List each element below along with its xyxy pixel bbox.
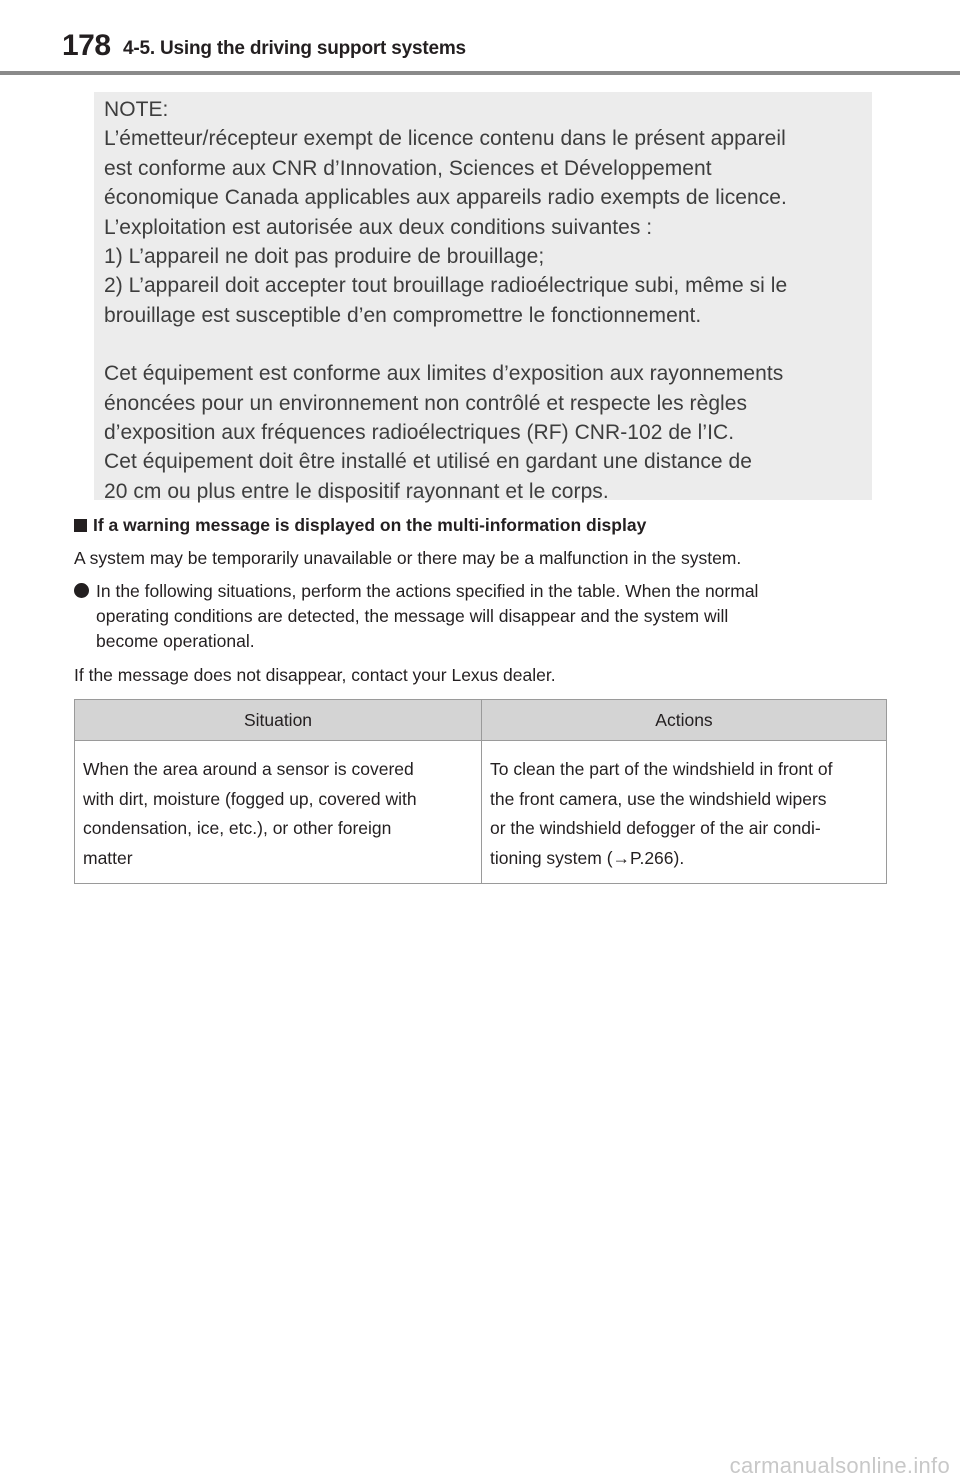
note-line: est conforme aux CNR d’Innovation, Sciences et Développement [104,156,712,180]
bullet-line: become operational. [96,631,255,651]
cell-line: When the area around a sensor is covered [83,759,414,779]
header-actions: Actions [482,700,887,741]
note-line: brouillage est susceptible d’en compromettre le fonctionnement. [104,303,702,327]
square-bullet-icon [74,519,87,532]
closing-paragraph: If the message does not disappear, contact your Lexus dealer. [74,665,556,685]
situation-actions-table [74,699,887,884]
warning-subheading [74,512,646,538]
note-line: 20 cm ou plus entre le dispositif rayonnant et le corps. [104,479,609,503]
page-number: 178 [62,29,111,62]
actions-cell [482,741,887,884]
header-rule [0,71,960,75]
french-note-image [94,92,872,503]
note-line: Cet équipement doit être installé et utilisé en gardant une distance de [104,450,752,474]
bullet-line [74,579,874,604]
page-header [0,0,960,76]
note-line: L’exploitation est autorisée aux deux conditions suivantes : [104,215,653,239]
note-line: 1) L’appareil ne doit pas produire de brouillage; [104,245,545,269]
note-line: d’exposition aux fréquences radioélectriques (RF) CNR-102 de l’IC. [104,421,735,445]
intro-paragraph: A system may be temporarily unavailable or there may be a malfunction in the system. [74,548,742,568]
note-line: L’émetteur/récepteur exempt de licence contenu dans le présent appareil [104,127,786,151]
note-line: NOTE: [104,98,169,121]
cell-line: condensation, ice, etc.), or other foreign [83,818,392,838]
cell-line: with dirt, moisture (fogged up, covered with [83,788,417,809]
warning-heading-text: If a warning message is displayed on the multi-information display [93,515,647,535]
header-situation: Situation [75,700,482,741]
cell-line: or the windshield defogger of the air condi- [490,818,821,838]
circle-bullet-icon [74,583,89,598]
note-line: Cet équipement est conforme aux limites d’exposition aux rayonnements [104,362,784,386]
note-spacer [104,330,872,359]
bullet-line: operating conditions are detected, the message will disappear and the system will [96,606,729,626]
section-title: 4-5. Using the driving support systems [123,38,466,59]
watermark: carmanualsonline.info [729,1453,950,1478]
note-line: économique Canada applicables aux appareils radio exempts de licence. [104,186,787,210]
cell-line: the front camera, use the windshield wipers [490,788,827,809]
cell-line: To clean the part of the windshield in front of [490,759,833,779]
situation-cell [75,741,482,884]
note-line: énoncées pour un environnement non contrôlé et respecte les règles [104,391,748,415]
cell-line: tioning system (→P.266). [490,847,685,868]
cell-line: matter [83,847,133,868]
bullet-text: In the following situations, perform the actions specified in the table. When the normal [96,581,759,601]
bullet-item [74,579,874,654]
note-line: 2) L’appareil doit accepter tout brouillage radioélectrique subi, même si le [104,274,788,298]
table-row [75,741,887,884]
table-header-row [75,700,887,741]
